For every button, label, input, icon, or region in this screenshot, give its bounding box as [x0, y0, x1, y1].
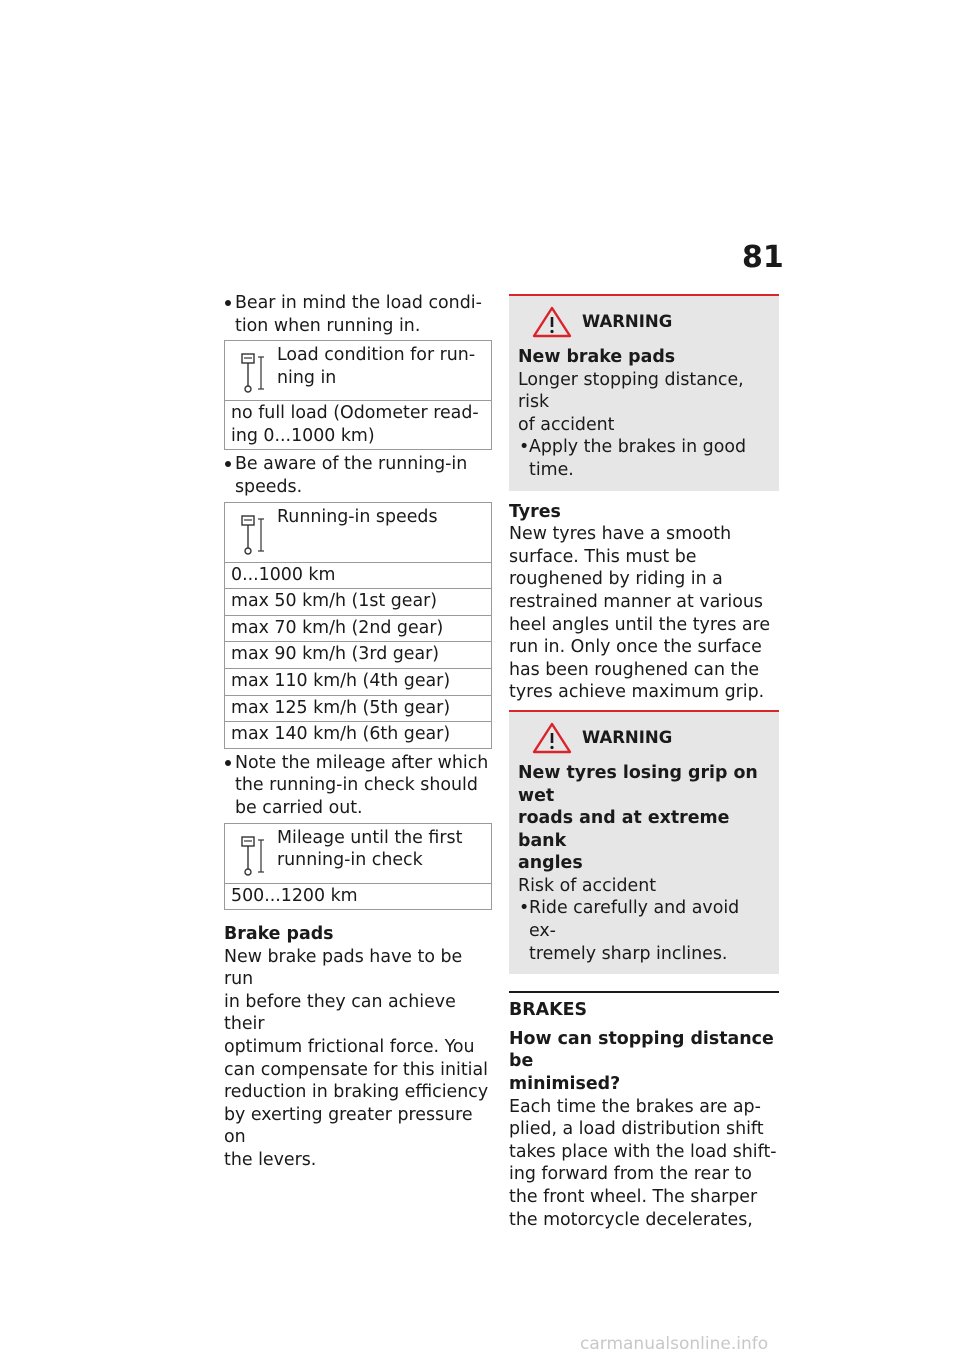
spec-table-title [277, 344, 487, 394]
warning-triangle-icon [532, 306, 572, 338]
bullet-load-condition [224, 292, 492, 337]
text-line: the motorcycle decelerates, [509, 1209, 753, 1230]
text-line: of accident [518, 414, 615, 435]
section-title: BRAKES [509, 1000, 587, 1021]
text-line: Load condition for run- [277, 345, 476, 366]
warning-box-brake-pads [509, 294, 779, 491]
text-line: can compensate for this initial [224, 1059, 488, 1080]
spec-table-title [277, 827, 487, 877]
text-line: surface. This must be [509, 546, 697, 567]
page-number: 81 [742, 240, 784, 275]
text-line: ing 0...1000 km) [231, 425, 375, 446]
text-line: minimised? [509, 1074, 621, 1095]
brake-pads-heading: Brake pads [224, 924, 334, 945]
text-line: heel angles until the tyres are [509, 614, 771, 635]
warning-title: New brake pads [518, 347, 676, 367]
text-line: reduction in braking efficiency [224, 1082, 489, 1103]
text-line: speeds. [235, 476, 303, 497]
text-line: Ride carefully and avoid ex- [529, 898, 740, 942]
warning-bullet: • Ride carefully and avoid ex- tremely sharp inclines. [518, 897, 770, 965]
text-line: Each time the brakes are ap- [509, 1096, 761, 1117]
spec-table-row: max 140 km/h (6th gear) [231, 724, 451, 745]
text-line: Note the mileage after which [235, 752, 489, 773]
text-line: the levers. [224, 1150, 317, 1171]
text-line: Be aware of the running-in [235, 454, 468, 475]
text-line: Mileage until the first [277, 827, 463, 848]
text-line: by exerting greater pressure on [224, 1104, 473, 1148]
warning-header [518, 720, 770, 756]
text-line: Apply the brakes in good [529, 437, 747, 458]
spec-table-load [224, 340, 492, 450]
spec-table-header [225, 341, 491, 401]
warning-title [518, 762, 770, 875]
text-line: tion when running in. [235, 315, 421, 336]
spec-table-header [225, 824, 491, 884]
text-line: running-in check [277, 850, 423, 871]
text-line: the running-in check should [235, 775, 478, 796]
text-line: run in. Only once the surface [509, 637, 762, 658]
warning-box-tyres [509, 710, 779, 974]
text-line: optimum frictional force. You [224, 1037, 475, 1058]
spec-table-row: 500...1200 km [231, 885, 358, 906]
spec-table-mileage [224, 823, 492, 911]
text-line: Risk of accident [518, 875, 657, 896]
tyres-text [509, 523, 779, 704]
bullet-running-in-speeds [224, 453, 492, 498]
spec-table-row: max 70 km/h (2nd gear) [225, 616, 491, 643]
warning-label: WARNING [582, 311, 673, 331]
text-line: roughened by riding in a [509, 569, 723, 590]
spec-table-row: max 125 km/h (5th gear) [225, 696, 491, 723]
text-line: be carried out. [235, 797, 363, 818]
text-line: tyres achieve maximum grip. [509, 682, 765, 703]
text-line: has been roughened can the [509, 659, 760, 680]
warning-triangle-icon [532, 722, 572, 754]
watermark: carmanualsonline.info [580, 1334, 769, 1354]
warning-label: WARNING [582, 727, 673, 747]
text-line: tremely sharp inclines. [529, 943, 728, 964]
spec-table-row: max 110 km/h (4th gear) [225, 669, 491, 696]
text-line: New tyres have a smooth [509, 524, 732, 545]
left-column [224, 292, 492, 1172]
text-line: restrained manner at various [509, 591, 763, 612]
brake-pads-text [224, 946, 492, 1172]
warning-bullet: • Apply the brakes in good time. [518, 436, 770, 481]
text-line: time. [529, 459, 574, 480]
text-line: New brake pads have to be run [224, 946, 463, 990]
text-line: the front wheel. The sharper [509, 1187, 758, 1207]
spec-table-row [225, 401, 491, 449]
piston-icon [239, 835, 267, 877]
spec-table-header [225, 503, 491, 563]
tyres-heading: Tyres [509, 501, 561, 522]
text-line: takes place with the load shift- [509, 1141, 777, 1162]
section-text [509, 1096, 779, 1232]
text-line: New tyres losing grip on wet [518, 762, 758, 806]
text-line: Running-in speeds [277, 506, 438, 527]
text-line: angles [518, 853, 583, 874]
text-line: Longer stopping distance, risk [518, 369, 744, 413]
text-line: How can stopping distance be [509, 1028, 774, 1072]
text-line: no full load (Odometer read- [231, 403, 479, 424]
spec-table-row: max 90 km/h (3rd gear) [225, 642, 491, 669]
piston-icon [239, 352, 267, 394]
bullet-mileage [224, 752, 492, 820]
right-column [509, 294, 779, 1231]
warning-header [518, 304, 770, 340]
spec-table-row: 0...1000 km [225, 563, 491, 590]
text-line: Bear in mind the load condi- [235, 293, 482, 313]
sub-heading [509, 1028, 779, 1096]
text-line: plied, a load distribution shift [509, 1119, 764, 1140]
spec-table-speeds [224, 502, 492, 749]
text-line: ing forward from the rear to [509, 1164, 752, 1185]
brakes-section [509, 991, 779, 1231]
piston-icon [239, 514, 267, 556]
text-line: roads and at extreme bank [518, 808, 730, 851]
spec-table-row: max 50 km/h (1st gear) [225, 589, 491, 616]
text-line: ning in [277, 367, 337, 388]
text-line: in before they can achieve their [224, 991, 456, 1035]
spec-table-title [277, 506, 487, 556]
